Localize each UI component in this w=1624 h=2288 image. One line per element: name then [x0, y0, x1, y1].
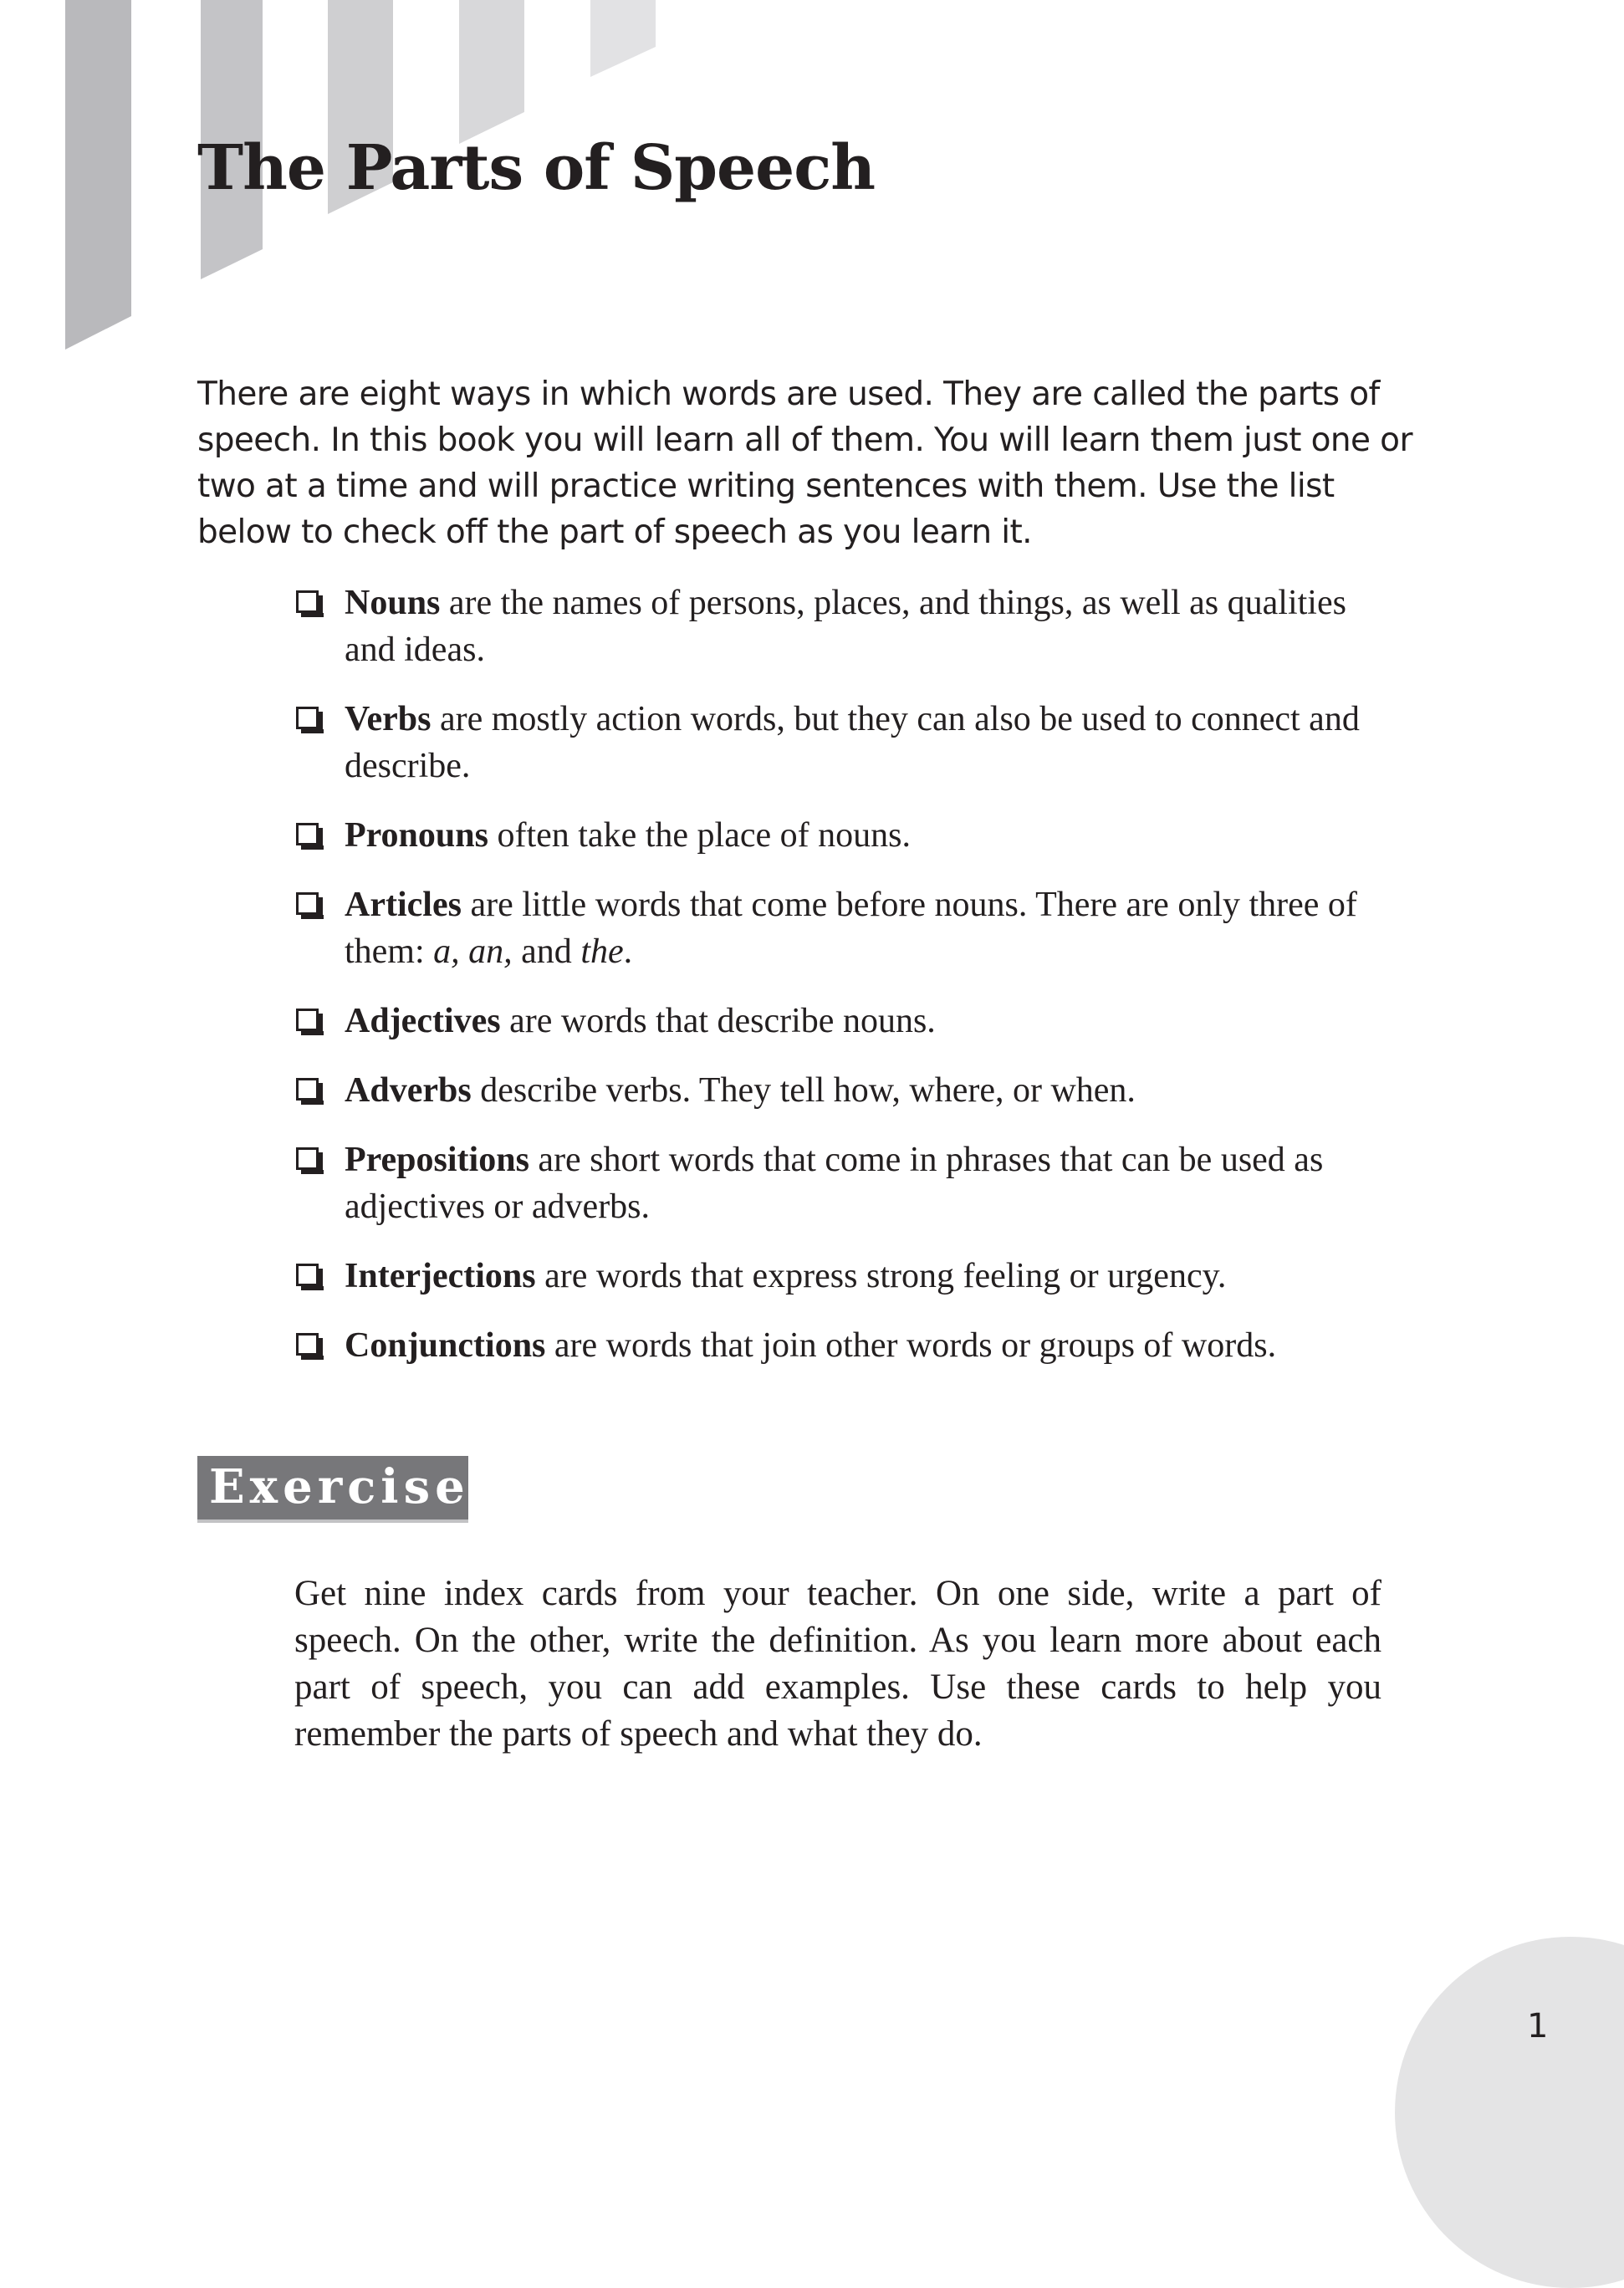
checkbox-icon[interactable] — [296, 892, 319, 915]
checkbox-icon[interactable] — [296, 707, 319, 729]
term: Adverbs — [345, 1071, 472, 1110]
list-item-conjunctions — [294, 1322, 1398, 1369]
list-item-pronouns — [294, 812, 1398, 859]
definition-text: . — [623, 932, 633, 971]
definition: are words that express strong feeling or urgency. — [535, 1257, 1227, 1295]
list-item-nouns — [294, 580, 1398, 673]
list-item-adjectives — [294, 998, 1398, 1044]
checkbox-icon[interactable] — [296, 1009, 319, 1031]
definition: are words that describe nouns. — [500, 1002, 936, 1040]
stripe-5 — [590, 0, 656, 77]
checkbox-icon[interactable] — [296, 1147, 319, 1170]
term: Articles — [345, 886, 462, 924]
article-examples: a, an, — [433, 932, 513, 971]
term: Pronouns — [345, 816, 488, 855]
term: Interjections — [345, 1257, 536, 1295]
checkbox-icon[interactable] — [296, 590, 319, 613]
checkbox-icon[interactable] — [296, 1333, 319, 1356]
definition: are short words that come in phrases that can be used as adjectives or adverbs. — [345, 1141, 1324, 1226]
page-title: The Parts of Speech — [197, 132, 876, 204]
definition: are mostly action words, but they can also be used to connect and describe. — [345, 700, 1360, 785]
list-item-articles — [294, 881, 1398, 975]
checkbox-icon[interactable] — [296, 1078, 319, 1101]
term: Adjectives — [345, 1002, 501, 1040]
page-number: 1 — [1527, 2007, 1549, 2045]
intro-paragraph: There are eight ways in which words are used. They are called the parts of speech. In this book you will learn all of them. You will learn them just one or two at a time and will practice writing sentences with them. Use the list below to check off the part of speech as you learn it. — [197, 375, 1412, 551]
definition: are words that join other words or groups of words. — [545, 1326, 1277, 1365]
definition: often take the place of nouns. — [488, 816, 911, 855]
term: Prepositions — [345, 1141, 529, 1179]
stripe-1 — [65, 0, 131, 350]
list-item-verbs — [294, 696, 1398, 789]
list-item-interjections — [294, 1253, 1398, 1300]
definition: describe verbs. They tell how, where, or when. — [471, 1071, 1136, 1110]
checkbox-icon[interactable] — [296, 1264, 319, 1286]
page-number-tab — [1395, 1937, 1624, 2288]
term: Conjunctions — [345, 1326, 546, 1365]
exercise-text: Get nine index cards from your teacher. On one side, write a part of speech. On the other, write the definition. As you learn more about each part of speech, you can add examples. Use these cards to help you remember the parts of speech and what they do. — [294, 1574, 1381, 1754]
definition — [345, 886, 1357, 971]
term: Nouns — [345, 584, 441, 622]
article-example-the: the — [580, 932, 624, 971]
definition-text: and — [512, 932, 581, 971]
parts-of-speech-list — [294, 580, 1398, 1392]
list-item-prepositions — [294, 1136, 1398, 1230]
definition-text: are little words that come before nouns. There are only three of them: — [345, 886, 1357, 971]
definition: are the names of persons, places, and things, as well as qualities and ideas. — [345, 584, 1346, 669]
checkbox-icon[interactable] — [296, 823, 319, 845]
stripe-4 — [459, 0, 524, 144]
exercise-heading: Exercise — [197, 1456, 468, 1523]
term: Verbs — [345, 700, 432, 738]
list-item-adverbs — [294, 1067, 1398, 1114]
